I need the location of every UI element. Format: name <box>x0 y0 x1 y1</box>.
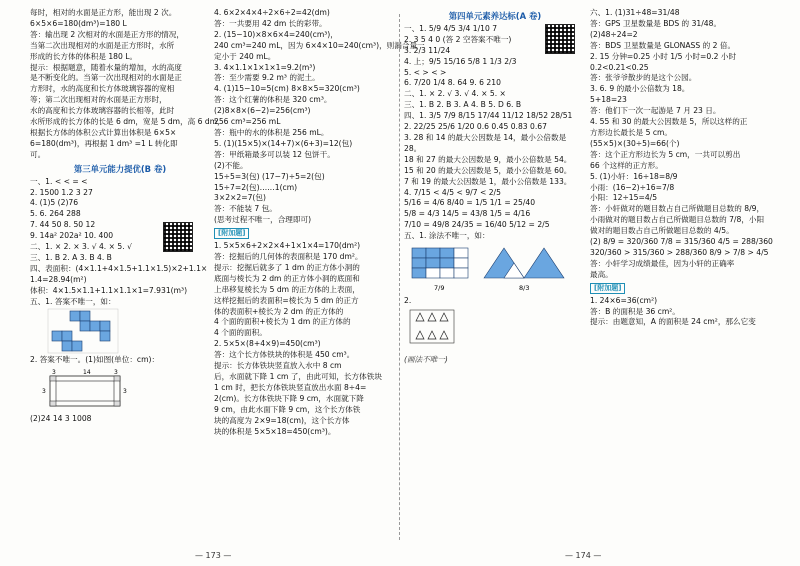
answer-line: 1 cm 时，把长方体铁块竖直放出水面 8÷4= <box>214 382 367 392</box>
answer-line: 可。 <box>30 149 46 159</box>
dim-label: 3 <box>123 388 127 396</box>
answer-line: 这样挖掘后的表面积=棱长为 5 dm 的正方 <box>214 295 359 305</box>
answer-line: 4. 6×2×4×4÷2×6÷2=42(dm) <box>214 8 330 17</box>
answer-line: 5. (1)小轩：16÷18=8/9 <box>590 171 678 181</box>
answer-line: 答：GPS 卫星数量是 BDS 的 31/48。 <box>590 18 722 28</box>
answer-line: 3. 6. 9 的最小公倍数为 18。 <box>590 84 690 94</box>
answer-line: 320/360 > 315/360 > 288/360 8/9 > 7/8 > 4/5 <box>590 247 769 257</box>
answer-line: 答：小轩做对的题目数占自己所做题目总数的 8/9， <box>590 204 765 214</box>
answer-line: 1. 5×5×6+2×2×4+1×1×4=170(dm²) <box>214 241 361 251</box>
answer-line: 9 cm，由此水面下降 9 cm，这个长方体铁 <box>214 404 361 414</box>
answer-line: 提示：根据题意，随着水量的增加，水的高度 <box>30 62 182 72</box>
triangles-drawing <box>404 309 484 345</box>
extra-questions-tag: [附加题] <box>214 228 249 239</box>
answer-line: 6. 7/20 1/4 8. 64 9. 6 210 <box>404 78 501 88</box>
col3-answers <box>404 24 586 242</box>
cube-net-drawing <box>30 309 150 353</box>
answer-line: 三、1. B 2. A 3. B 4. B <box>30 252 112 262</box>
answer-line: 2. 3 5 4 0 (答 2 空答案不唯一) <box>404 34 512 44</box>
answer-line: 五、1. 答案不唯一，如： <box>30 296 116 306</box>
answer-line: 5. 6. 264 288 <box>30 209 81 219</box>
dim-label: 3 <box>114 369 118 377</box>
dim-label: 3 <box>52 369 56 377</box>
column-2 <box>214 8 425 546</box>
answer-line: 7. 44 50 8. 50 12 <box>30 220 96 230</box>
answer-line: 答：这个正方形边长为 5 cm，一共可以剪出 <box>590 149 741 159</box>
answer-line: 5+18=23 <box>590 95 627 105</box>
answer-line: 5/8 = 4/3 14/5 = 43/8 1/5 = 4/16 <box>404 209 531 219</box>
answer-line: 做对的题目数占自己所做题目总数的 4/5。 <box>590 226 734 236</box>
answer-line: 答：挖掘后的几何体的表面积是 170 dm²。 <box>214 252 363 262</box>
answer-line: 2. 22/25 25/6 1/20 0.6 0.45 0.83 0.67 <box>404 122 547 132</box>
answer-line: 二、1. × 2. √ 3. √ 4. × 5. × <box>404 89 506 99</box>
answer-line: 3. 4×1.1×1×1×1=9.2(m³) <box>214 62 316 72</box>
answer-line: 答：他们下一次一起游是 7 月 23 日。 <box>590 106 721 116</box>
answer-line: 水所形成的长方体的长是 6 dm，宽是 5 dm，高 6 dm， <box>30 117 225 127</box>
answer-line: 答：一共要用 42 dm 长的彩带。 <box>214 18 327 28</box>
answer-line: 提示：由题意知，A 的面积是 24 cm²，那么它变 <box>590 317 756 327</box>
answer-line: 0.2<0.21<0.25 <box>590 62 649 72</box>
col4-answers <box>590 8 775 281</box>
answer-line: 小雨做对的题目数占自己所做题目总数的 7/8，小阳 <box>590 215 765 225</box>
answer-line: 4. (1)15−10=5(cm) 8×8×5=320(cm³) <box>214 84 360 94</box>
column-4 <box>590 8 775 546</box>
col1-top-block <box>30 8 225 161</box>
answer-line: 形成的长方体的体积是 180 L。 <box>30 51 138 61</box>
answer-line: 一、1. 5/9 4/5 3/4 1/10 7 <box>404 23 498 33</box>
answer-line: 2. 5×5×(8+4×9)=450(cm³) <box>214 339 321 349</box>
col3-note: (画法不唯一) <box>404 354 448 364</box>
answer-line: 二、1. × 2. × 3. √ 4. × 5. √ <box>30 242 132 252</box>
answer-line: 15÷7=2(包)……1(cm) <box>214 182 298 192</box>
answer-line: 6×5×6=180(dm³)=180 L <box>30 18 127 28</box>
answer-line: 块的体积是 5×5×18=450(cm³)。 <box>214 426 336 436</box>
answer-line: 4 个面的面积+棱长为 1 dm 的正方体的 <box>214 317 351 327</box>
col1-answer-2: 2. 答案不唯一。(1)如图(单位：cm)： <box>30 355 160 365</box>
answer-line: (2) 8/9 = 320/360 7/8 = 315/360 4/5 = 288/360 <box>590 237 773 247</box>
fraction-label: 8/3 <box>519 284 530 293</box>
answer-line: 18 和 27 的最大公因数是 9，最小公倍数是 54。 <box>404 154 572 164</box>
answer-line: (思考过程不唯一，合理即可) <box>214 215 312 225</box>
column-3 <box>404 8 586 546</box>
qr-code-icon <box>545 24 575 54</box>
answer-line: 方形边长最长是 5 cm。 <box>590 127 672 137</box>
answer-line: 答：B 的面积是 36 cm²。 <box>590 306 680 316</box>
answer-line: 一、1. < < = < <box>30 176 88 186</box>
answer-line: 四、1. 3/5 7/9 8/15 17/44 11/12 18/52 28/51 <box>404 111 573 121</box>
answer-line: 2. 15 分钟=0.25 小时 1/5 小时=0.2 小时 <box>590 51 737 61</box>
answer-line: 5/16 = 4/6 8/40 = 1/5 1/1 = 25/40 <box>404 198 536 208</box>
answer-line: 4 个面的面积。 <box>214 328 267 338</box>
answer-line: 5. < > < > <box>404 67 447 77</box>
answer-line: 4. (1)5 (2)76 <box>30 198 79 208</box>
answer-line: 答：瓶中的水的体积是 256 mL。 <box>214 127 329 137</box>
col4-extra-answers <box>590 296 775 329</box>
answer-line: (2)不能。 <box>214 160 248 170</box>
answer-line: 2. (15−10)×8×6×4=240(cm³)， <box>214 29 338 39</box>
triangles-figure <box>404 309 586 353</box>
answer-line: 9. 14a² 202a² 10. 400 <box>30 231 114 241</box>
rect-drawing <box>30 368 140 414</box>
answer-line: 体的表面积+棱长为 2 dm 的正方体的 <box>214 306 344 316</box>
answer-line: 3×2×2=7(包) <box>214 193 266 203</box>
qr-code-icon <box>163 222 193 252</box>
fraction-bars <box>404 244 584 294</box>
answer-line: 上串移复棱长为 5 dm 的正方体的上表面， <box>214 284 360 294</box>
page-number-left: — 173 — <box>195 551 232 560</box>
answer-line: 1. 24×6=36(cm²) <box>590 295 658 305</box>
answer-line: (2)8×8×(6−2)=256(cm³) <box>214 106 311 116</box>
answer-line: 方形时，水的高度和长方体玻璃容器的宽相 <box>30 84 175 94</box>
dim-label: 14 <box>83 369 91 377</box>
answer-line: 1.4=28.94(m²) <box>30 274 87 284</box>
fraction-shading-figure <box>404 244 586 294</box>
answer-line: 答：至少需要 9.2 m³ 的泥土。 <box>214 73 320 83</box>
answer-line: (55×5)×(30÷5)=66(个) <box>590 138 680 148</box>
page-divider <box>399 14 400 540</box>
extra-questions-tag: [附加题] <box>590 283 625 294</box>
answer-line: 256 cm³=256 mL <box>214 117 281 127</box>
answer-line: 3. 28 和 14 的最大公因数是 14，最小公倍数是 <box>404 132 567 142</box>
answer-line: 答：不能装 7 包。 <box>214 204 277 214</box>
answer-line: (2)48÷24=2 <box>590 29 638 39</box>
answer-line: 15÷5=3(包) (17−7)÷5=2(包) <box>214 171 325 181</box>
answer-line: 最高。 <box>590 269 613 279</box>
answer-line: 底面与棱长为 2 dm 的正方体小洞的底面和 <box>214 273 360 283</box>
answer-line: 4. 55 和 30 的最大公因数是 5，所以这样的正 <box>590 117 748 127</box>
answer-line: 每时，相对的水面是正方形，能出现 2 次。 <box>30 8 177 17</box>
answer-line: 4. 7/15 < 4/5 < 9/7 < 2/5 <box>404 187 501 197</box>
col2-answers <box>214 8 425 226</box>
answer-line: 5. (1)(15×5)×(14+7)×(6+3)=12(包) <box>214 138 353 148</box>
fraction-label: 7/9 <box>434 284 445 293</box>
answer-line: 等；第二次出现相对的水面是正方形时， <box>30 95 167 105</box>
answer-line: 根据长方体的体积公式计算出体积是 6×5× <box>30 127 177 137</box>
answer-line: 66 个这样的正方形。 <box>590 160 663 170</box>
answer-line: 4. 上；9/5 15/16 5/8 1 1/3 2/3 <box>404 56 517 66</box>
answer-line: 答：甲纸箱最多可以装 12 包饼干。 <box>214 149 335 159</box>
answer-line: 7 和 19 的最大公因数是 1，最小公倍数是 133。 <box>404 176 572 186</box>
answer-line: 三、1. B 2. B 3. A 4. B 5. D 6. B <box>404 100 522 110</box>
answer-line: 2(cm)。长方体铁块下降 9 cm，水面就下降 <box>214 393 364 403</box>
answer-line: 当第二次出现相对的水面是正方形时，水所 <box>30 40 175 50</box>
answer-line: 答：张爷爷散步的是这个公园。 <box>590 73 697 83</box>
answer-line: 3. 2/3 11/24 <box>404 45 451 55</box>
answer-line: 是不断变化的。当第一次出现相对的水面是正 <box>30 73 182 83</box>
answer-line: 四、表面积：(4×1.1+4×1.5+1.1×1.5)×2+1.1× <box>30 263 208 273</box>
section-title-unit4-a: 第四单元素养达标(A 卷) <box>448 11 542 21</box>
answer-line: 体积：4×1.5×1.1+1.1×1.1×1=7.931(m³) <box>30 285 188 295</box>
answer-line: 答：小轩学习成绩最佳，因为小轩的正确率 <box>590 258 735 268</box>
answer-line: 答：这个红薯的体积是 320 cm³。 <box>214 95 332 105</box>
answer-line: 7/10 = 49/8 24/35 = 16/40 5/12 = 2/5 <box>404 220 550 230</box>
dim-label: 3 <box>42 388 46 396</box>
answer-line: 答：输出现 2 次相对的水面是正方形的情况， <box>30 29 184 39</box>
answer-line: 五、1. 涂法不唯一，如： <box>404 231 490 241</box>
col2-extra-answers <box>214 241 392 437</box>
answer-line: 提示：挖掘后就多了 1 dm 的正方体小洞的 <box>214 262 360 272</box>
answer-line: 2. 1500 1.2 3 27 <box>30 187 93 197</box>
col3-answer-2: 2. <box>404 296 412 306</box>
answer-line: 定小于 240 mL。 <box>214 51 276 61</box>
answer-line: 后，水面就下降 1 cm 了，由此可知，长方体铁块 <box>214 372 382 381</box>
answer-line: 15 和 20 的最大公因数是 5，最小公倍数是 60。 <box>404 165 572 175</box>
answer-line: 小阳：12÷15=4/5 <box>590 193 658 203</box>
column-1 <box>30 8 225 546</box>
answer-line: 六、1. (1)31÷48=31/48 <box>590 8 680 17</box>
answer-line: 28。 <box>404 143 422 153</box>
section-title-unit3-b: 第三单元能力提优(B 卷) <box>73 163 167 174</box>
answer-line: 答：这个长方体铁块的体积是 450 cm³。 <box>214 350 355 360</box>
answer-line: 答：BDS 卫星数量是 GLONASS 的 2 倍。 <box>590 40 736 50</box>
answer-line: 6=180(dm³)，再根据 1 dm³ =1 L 转化即 <box>30 138 178 148</box>
answer-line: 240 cm³=240 mL，因为 6×4×10=240(cm³)，则漏合量一 <box>214 40 425 50</box>
rect-figure <box>30 368 210 412</box>
net-figure <box>30 309 210 353</box>
page-number-right: — 174 — <box>565 551 602 560</box>
col1-bottom-answer: (2)24 14 3 1008 <box>30 414 92 424</box>
answer-line: 块的高度为 2×9=18(cm)，这个长方体 <box>214 415 350 425</box>
answer-line: 提示：长方体铁块竖直放入水中 8 cm <box>214 361 342 371</box>
answer-line: 小雨：(16−2)÷16=7/8 <box>590 182 675 192</box>
answer-line: 水的高度和长方体玻璃容器的长相等，此时 <box>30 106 175 116</box>
